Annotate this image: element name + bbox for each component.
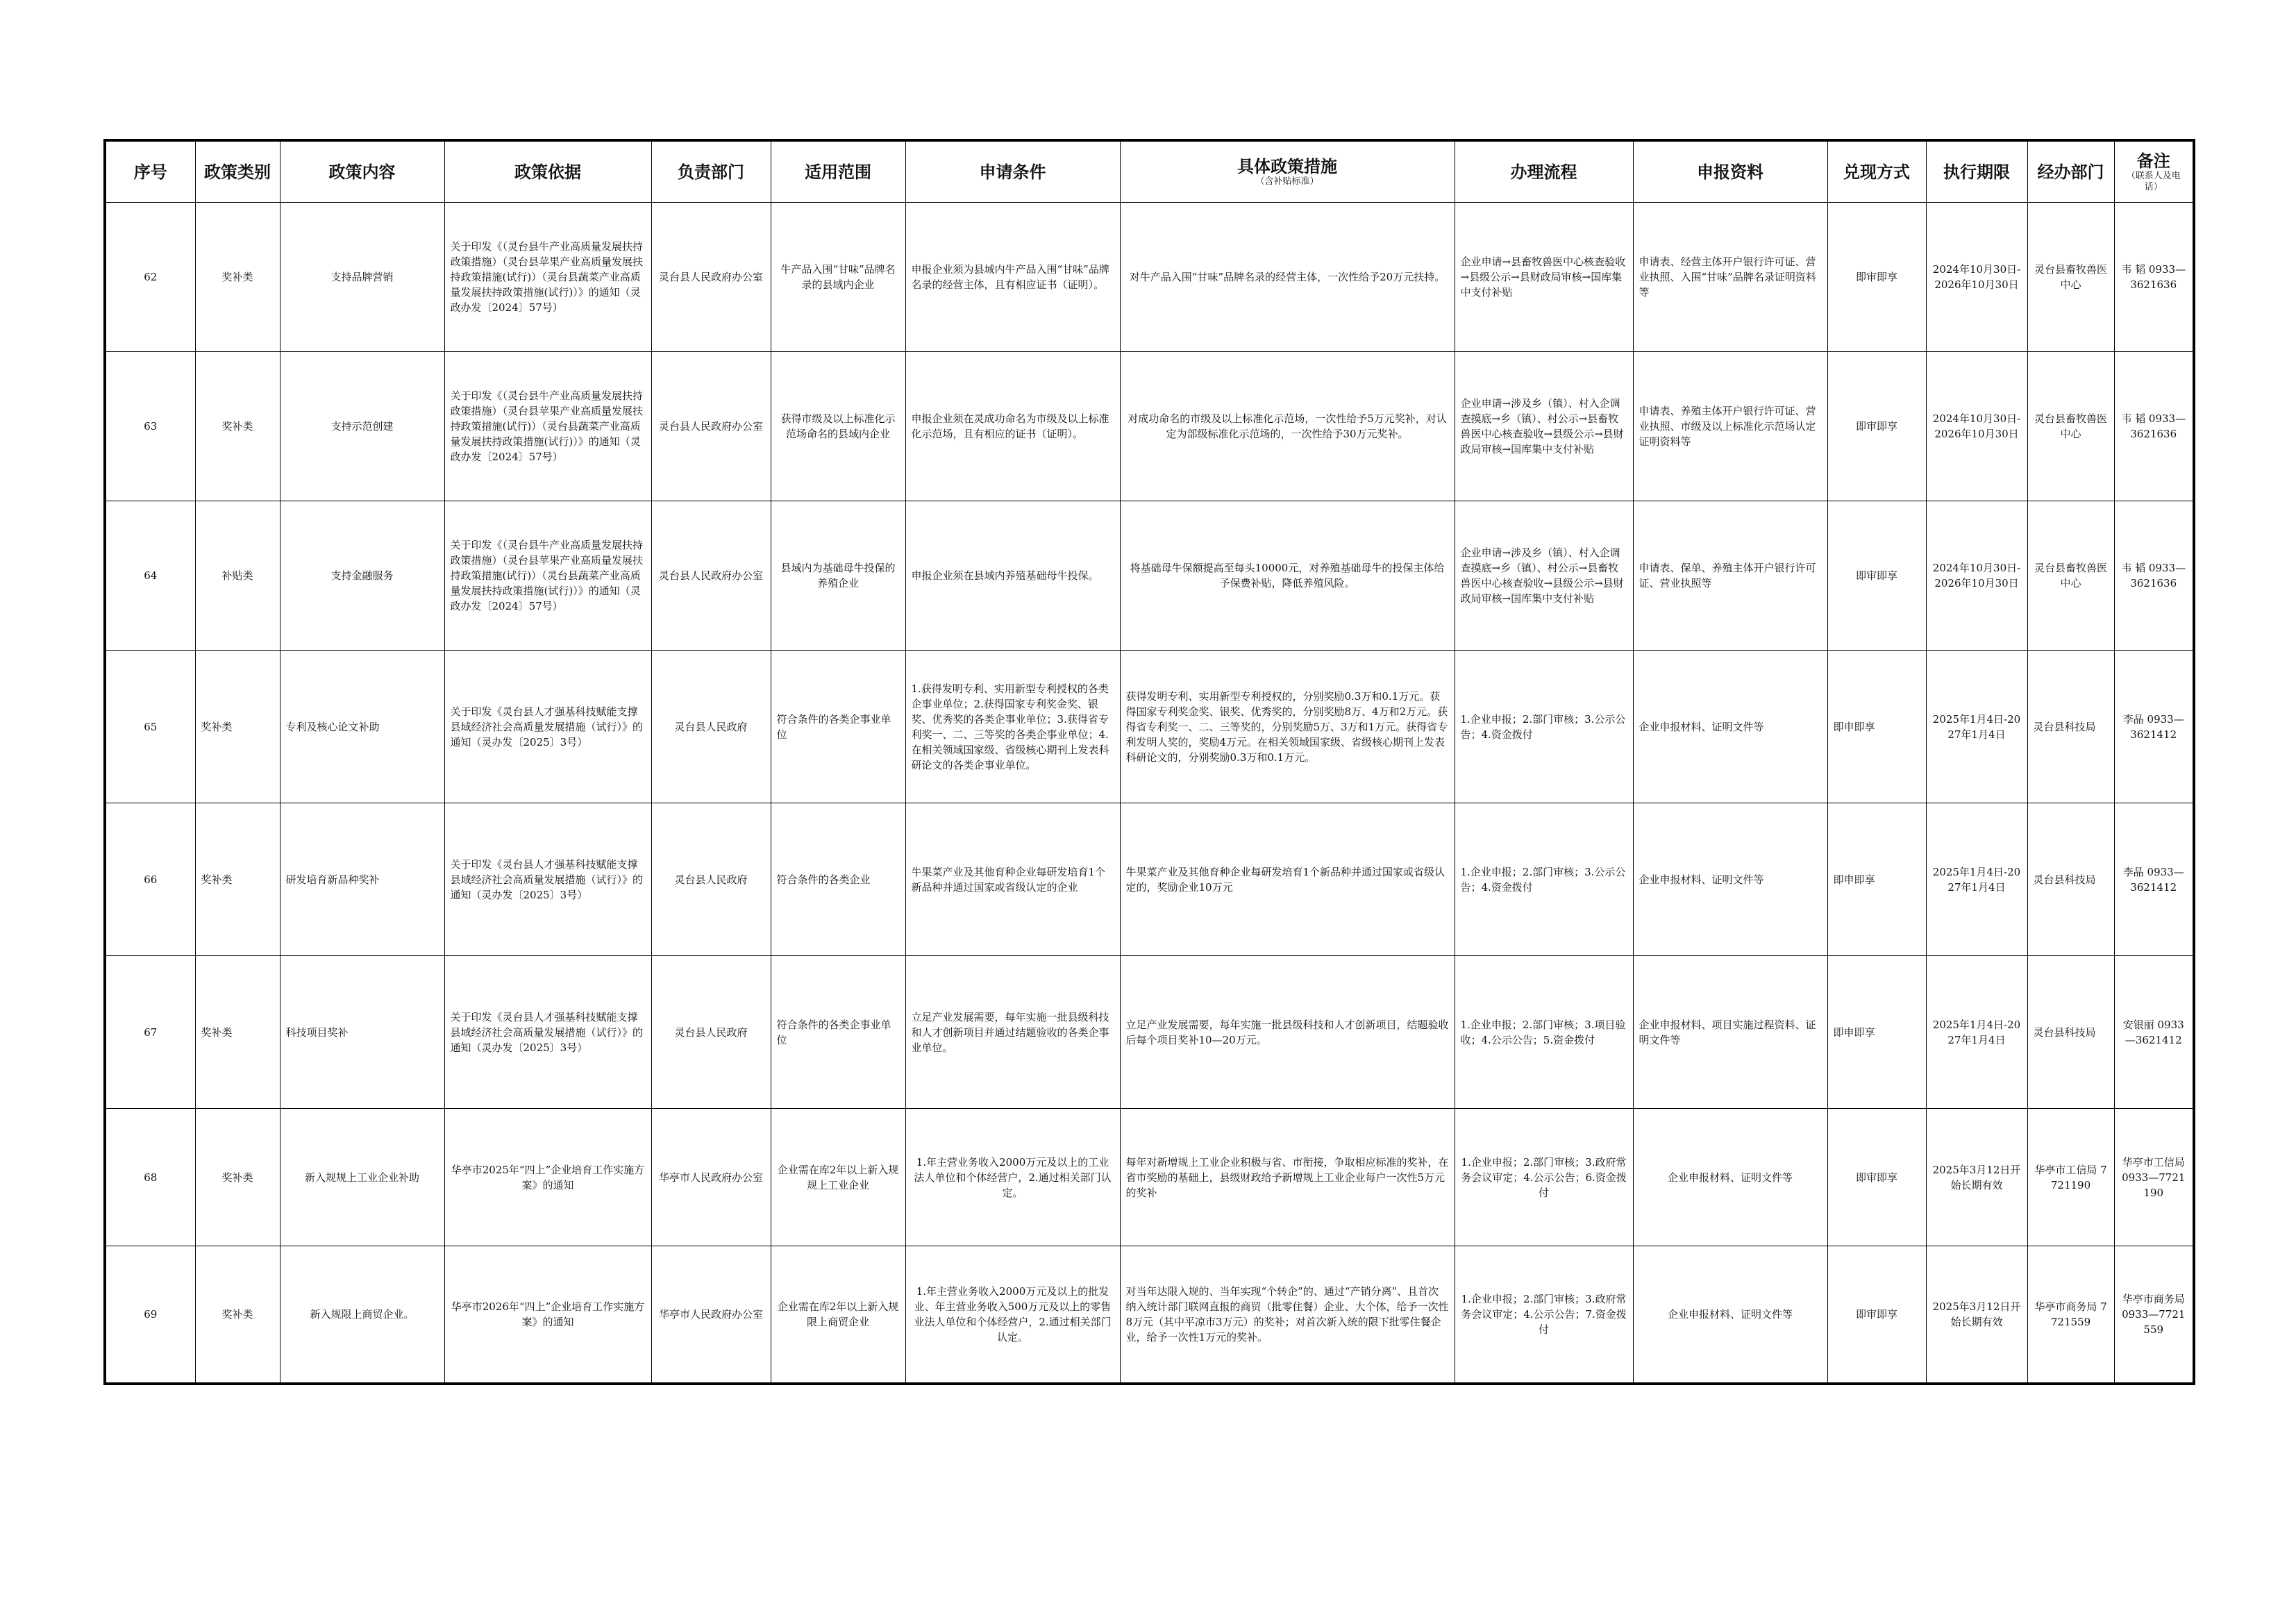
cell-conditions: 申报企业须为县域内牛产品入围“甘味”品牌名录的经营主体，且有相应证书（证明）。 xyxy=(905,203,1120,352)
cell-content: 支持品牌营销 xyxy=(280,203,444,352)
cell-materials: 企业申报材料、证明文件等 xyxy=(1633,651,1827,803)
cell-process: 企业申请→涉及乡（镇）、村入企调查摸底→乡（镇）、村公示→县畜牧兽医中心核查验收→县级公示→县财政局审核→国库集中支付补贴 xyxy=(1455,501,1633,651)
cell-measures: 获得发明专利、实用新型专利授权的，分别奖励0.3万和0.1万元。获得国家专利奖金奖、银奖、优秀奖的，分别奖励8万、4万和2万元。获得省专利奖一、二、三等奖的，分别奖励5万、3万和1万元。获得省专利发明人奖的，奖励4万元。在相关领域国家级、省级核心期刊上发表科研论文的，分别奖励0.3万和0.1万元。 xyxy=(1120,651,1455,803)
cell-method: 即审即享 xyxy=(1827,203,1926,352)
cell-seq: 69 xyxy=(105,1246,195,1384)
cell-period: 2025年1月4日-2027年1月4日 xyxy=(1926,956,2027,1109)
cell-category: 奖补类 xyxy=(195,1246,280,1384)
cell-period: 2025年1月4日-2027年1月4日 xyxy=(1926,651,2027,803)
cell-period: 2024年10月30日-2026年10月30日 xyxy=(1926,501,2027,651)
cell-process: 1.企业申报；2.部门审核；3.公示公告；4.资金拨付 xyxy=(1455,651,1633,803)
header-basis: 政策依据 xyxy=(444,140,651,203)
header-row xyxy=(105,140,2194,203)
cell-materials: 企业申报材料、证明文件等 xyxy=(1633,1109,1827,1246)
cell-basis: 关于印发《灵台县人才强基科技赋能支撑县域经济社会高质量发展措施（试行）》的通知（灵办发〔2025〕3号） xyxy=(444,651,651,803)
cell-seq: 64 xyxy=(105,501,195,651)
cell-materials: 企业申报材料、证明文件等 xyxy=(1633,1246,1827,1384)
cell-remarks: 李晶 0933—3621412 xyxy=(2114,651,2194,803)
cell-remarks: 韦 韬 0933—3621636 xyxy=(2114,352,2194,501)
cell-measures: 对牛产品入围“甘味”品牌名录的经营主体，一次性给予20万元扶持。 xyxy=(1120,203,1455,352)
header-remarks-title: 备注 xyxy=(2136,151,2170,171)
cell-conditions: 立足产业发展需要，每年实施一批县级科技和人才创新项目并通过结题验收的各类企事业单位。 xyxy=(905,956,1120,1109)
cell-dept: 灵台县人民政府 xyxy=(651,651,771,803)
cell-dept: 灵台县人民政府 xyxy=(651,803,771,956)
cell-content: 新入规规上工业企业补助 xyxy=(280,1109,444,1246)
cell-dept: 灵台县人民政府办公室 xyxy=(651,501,771,651)
cell-agency: 灵台县畜牧兽医中心 xyxy=(2027,352,2114,501)
cell-content: 支持示范创建 xyxy=(280,352,444,501)
cell-content: 专利及核心论文补助 xyxy=(280,651,444,803)
cell-conditions: 申报企业须在灵成功命名为市级及以上标准化示范场，且有相应的证书（证明）。 xyxy=(905,352,1120,501)
table-row xyxy=(105,1246,2194,1384)
cell-scope: 企业需在库2年以上新入规规上工业企业 xyxy=(771,1109,905,1246)
cell-conditions: 1.获得发明专利、实用新型专利授权的各类企事业单位；2.获得国家专利奖金奖、银奖、优秀奖的各类企事业单位；3.获得省专利奖一、二、三等奖的各类企事业单位；4.在相关领域国家级、省级核心期刊上发表科研论文的各类企事业单位。 xyxy=(905,651,1120,803)
cell-method: 即申即享 xyxy=(1827,956,1926,1109)
cell-scope: 企业需在库2年以上新入规限上商贸企业 xyxy=(771,1246,905,1384)
cell-agency: 华亭市商务局 7721559 xyxy=(2027,1246,2114,1384)
header-remarks xyxy=(2114,140,2194,203)
table-row xyxy=(105,501,2194,651)
cell-content: 研发培育新品种奖补 xyxy=(280,803,444,956)
header-content: 政策内容 xyxy=(280,140,444,203)
header-materials: 申报资料 xyxy=(1633,140,1827,203)
cell-measures: 将基础母牛保额提高至每头10000元，对养殖基础母牛的投保主体给予保费补贴，降低养殖风险。 xyxy=(1120,501,1455,651)
cell-materials: 申请表、养殖主体开户银行许可证、营业执照、市级及以上标准化示范场认定证明资料等 xyxy=(1633,352,1827,501)
cell-method: 即审即享 xyxy=(1827,501,1926,651)
cell-scope: 符合条件的各类企事业单位 xyxy=(771,651,905,803)
cell-method: 即申即享 xyxy=(1827,803,1926,956)
cell-scope: 符合条件的各类企业 xyxy=(771,803,905,956)
header-category: 政策类别 xyxy=(195,140,280,203)
cell-basis: 关于印发《（灵台县牛产业高质量发展扶持政策措施）（灵台县苹果产业高质量发展扶持政策措施(试行)）（灵台县蔬菜产业高质量发展扶持政策措施(试行)）》的通知（灵政办发〔2024〕57号） xyxy=(444,352,651,501)
cell-method: 即审即享 xyxy=(1827,1246,1926,1384)
cell-dept: 华亭市人民政府办公室 xyxy=(651,1246,771,1384)
header-seq: 序号 xyxy=(105,140,195,203)
cell-measures: 对成功命名的市级及以上标准化示范场，一次性给予5万元奖补，对认定为部级标准化示范场的，一次性给予30万元奖补。 xyxy=(1120,352,1455,501)
header-scope: 适用范围 xyxy=(771,140,905,203)
cell-conditions: 1.年主营业务收入2000万元及以上的工业法人单位和个体经营户，2.通过相关部门认定。 xyxy=(905,1109,1120,1246)
header-process: 办理流程 xyxy=(1455,140,1633,203)
cell-conditions: 申报企业须在县域内养殖基础母牛投保。 xyxy=(905,501,1120,651)
header-measures xyxy=(1120,140,1455,203)
header-conditions: 申请条件 xyxy=(905,140,1120,203)
cell-remarks: 韦 韬 0933—3621636 xyxy=(2114,501,2194,651)
cell-measures: 牛果菜产业及其他育种企业每研发培育1个新品种并通过国家或省级认定的，奖励企业10万元 xyxy=(1120,803,1455,956)
cell-seq: 63 xyxy=(105,352,195,501)
cell-basis: 关于印发《灵台县人才强基科技赋能支撑县域经济社会高质量发展措施（试行）》的通知（灵办发〔2025〕3号） xyxy=(444,803,651,956)
cell-materials: 申请表、经营主体开户银行许可证、营业执照、入围“甘味”品牌名录证明资料等 xyxy=(1633,203,1827,352)
cell-seq: 67 xyxy=(105,956,195,1109)
cell-basis: 华亭市2025年“四上”企业培育工作实施方案》的通知 xyxy=(444,1109,651,1246)
header-agency: 经办部门 xyxy=(2027,140,2114,203)
cell-method: 即申即享 xyxy=(1827,651,1926,803)
cell-agency: 灵台县畜牧兽医中心 xyxy=(2027,501,2114,651)
table-row xyxy=(105,956,2194,1109)
header-remarks-sub: （联系人及电话） xyxy=(2126,170,2181,192)
table-row xyxy=(105,651,2194,803)
cell-category: 补贴类 xyxy=(195,501,280,651)
cell-dept: 灵台县人民政府办公室 xyxy=(651,352,771,501)
cell-scope: 县域内为基础母牛投保的养殖企业 xyxy=(771,501,905,651)
cell-period: 2025年1月4日-2027年1月4日 xyxy=(1926,803,2027,956)
table-row xyxy=(105,1109,2194,1246)
cell-process: 1.企业申报；2.部门审核；3.政府常务会议审定；4.公示公告；7.资金拨付 xyxy=(1455,1246,1633,1384)
cell-agency: 灵台县科技局 xyxy=(2027,651,2114,803)
cell-scope: 获得市级及以上标准化示范场命名的县域内企业 xyxy=(771,352,905,501)
cell-agency: 灵台县科技局 xyxy=(2027,956,2114,1109)
cell-process: 1.企业申报；2.部门审核；3.公示公告；4.资金拨付 xyxy=(1455,803,1633,956)
cell-basis: 关于印发《灵台县人才强基科技赋能支撑县域经济社会高质量发展措施（试行）》的通知（灵办发〔2025〕3号） xyxy=(444,956,651,1109)
cell-category: 奖补类 xyxy=(195,651,280,803)
policy-table xyxy=(103,139,2195,1385)
cell-period: 2025年3月12日开始长期有效 xyxy=(1926,1109,2027,1246)
cell-content: 新入规限上商贸企业。 xyxy=(280,1246,444,1384)
cell-remarks: 李晶 0933—3621412 xyxy=(2114,803,2194,956)
cell-category: 奖补类 xyxy=(195,803,280,956)
cell-remarks: 华亭市商务局 0933—7721559 xyxy=(2114,1246,2194,1384)
cell-category: 奖补类 xyxy=(195,352,280,501)
cell-materials: 企业申报材料、项目实施过程资料、证明文件等 xyxy=(1633,956,1827,1109)
cell-content: 科技项目奖补 xyxy=(280,956,444,1109)
cell-process: 1.企业申报；2.部门审核；3.政府常务会议审定；4.公示公告；6.资金拨付 xyxy=(1455,1109,1633,1246)
cell-measures: 对当年达限入规的、当年实现“个转企”的、通过“产销分离”、且首次纳入统计部门联网直报的商贸（批零住餐）企业、大个体，给予一次性8万元（其中平凉市3万元）的奖补；对首次新入统的限下批零住餐企业，给予一次性1万元的奖补。 xyxy=(1120,1246,1455,1384)
cell-scope: 符合条件的各类企事业单位 xyxy=(771,956,905,1109)
cell-basis: 关于印发《（灵台县牛产业高质量发展扶持政策措施）（灵台县苹果产业高质量发展扶持政策措施(试行)）（灵台县蔬菜产业高质量发展扶持政策措施(试行)）》的通知（灵政办发〔2024〕57号） xyxy=(444,501,651,651)
cell-basis: 关于印发《（灵台县牛产业高质量发展扶持政策措施）（灵台县苹果产业高质量发展扶持政策措施(试行)）（灵台县蔬菜产业高质量发展扶持政策措施(试行)）》的通知（灵政办发〔2024〕57号） xyxy=(444,203,651,352)
cell-remarks: 韦 韬 0933—3621636 xyxy=(2114,203,2194,352)
cell-process: 1.企业申报；2.部门审核；3.项目验收；4.公示公告；5.资金拨付 xyxy=(1455,956,1633,1109)
cell-materials: 申请表、保单、养殖主体开户银行许可证、营业执照等 xyxy=(1633,501,1827,651)
cell-method: 即审即享 xyxy=(1827,1109,1926,1246)
table-row xyxy=(105,203,2194,352)
cell-category: 奖补类 xyxy=(195,956,280,1109)
header-measures-sub: （含补贴标准） xyxy=(1255,176,1319,187)
header-period: 执行期限 xyxy=(1926,140,2027,203)
cell-remarks: 华亭市工信局 0933—7721190 xyxy=(2114,1109,2194,1246)
cell-dept: 灵台县人民政府 xyxy=(651,956,771,1109)
cell-seq: 62 xyxy=(105,203,195,352)
cell-process: 企业申请→县畜牧兽医中心核查验收→县级公示→县财政局审核→国库集中支付补贴 xyxy=(1455,203,1633,352)
cell-dept: 灵台县人民政府办公室 xyxy=(651,203,771,352)
cell-agency: 华亭市工信局 7721190 xyxy=(2027,1109,2114,1246)
cell-conditions: 牛果菜产业及其他育种企业每研发培育1个新品种并通过国家或省级认定的企业 xyxy=(905,803,1120,956)
cell-conditions: 1.年主营业务收入2000万元及以上的批发业、年主营业务收入500万元及以上的零售业法人单位和个体经营户，2.通过相关部门认定。 xyxy=(905,1246,1120,1384)
cell-measures: 每年对新增规上工业企业积极与省、市衔接，争取相应标准的奖补，在省市奖励的基础上，县级财政给予新增规上工业企业每户一次性5万元的奖补 xyxy=(1120,1109,1455,1246)
cell-content: 支持金融服务 xyxy=(280,501,444,651)
header-measures-title: 具体政策措施 xyxy=(1237,156,1337,176)
cell-scope: 牛产品入围“甘味”品牌名录的县域内企业 xyxy=(771,203,905,352)
cell-materials: 企业申报材料、证明文件等 xyxy=(1633,803,1827,956)
header-method: 兑现方式 xyxy=(1827,140,1926,203)
header-dept: 负责部门 xyxy=(651,140,771,203)
cell-period: 2024年10月30日-2026年10月30日 xyxy=(1926,352,2027,501)
cell-period: 2025年3月12日开始长期有效 xyxy=(1926,1246,2027,1384)
cell-seq: 66 xyxy=(105,803,195,956)
cell-basis: 华亭市2026年“四上”企业培育工作实施方案》的通知 xyxy=(444,1246,651,1384)
cell-remarks: 安银丽 0933—3621412 xyxy=(2114,956,2194,1109)
cell-agency: 灵台县畜牧兽医中心 xyxy=(2027,203,2114,352)
cell-category: 奖补类 xyxy=(195,1109,280,1246)
cell-seq: 65 xyxy=(105,651,195,803)
cell-category: 奖补类 xyxy=(195,203,280,352)
cell-dept: 华亭市人民政府办公室 xyxy=(651,1109,771,1246)
cell-measures: 立足产业发展需要，每年实施一批县级科技和人才创新项目，结题验收后每个项目奖补10—20万元。 xyxy=(1120,956,1455,1109)
cell-seq: 68 xyxy=(105,1109,195,1246)
cell-process: 企业申请→涉及乡（镇）、村入企调查摸底→乡（镇）、村公示→县畜牧兽医中心核查验收→县级公示→县财政局审核→国库集中支付补贴 xyxy=(1455,352,1633,501)
cell-method: 即审即享 xyxy=(1827,352,1926,501)
cell-agency: 灵台县科技局 xyxy=(2027,803,2114,956)
table-row xyxy=(105,803,2194,956)
table-row xyxy=(105,352,2194,501)
cell-period: 2024年10月30日-2026年10月30日 xyxy=(1926,203,2027,352)
